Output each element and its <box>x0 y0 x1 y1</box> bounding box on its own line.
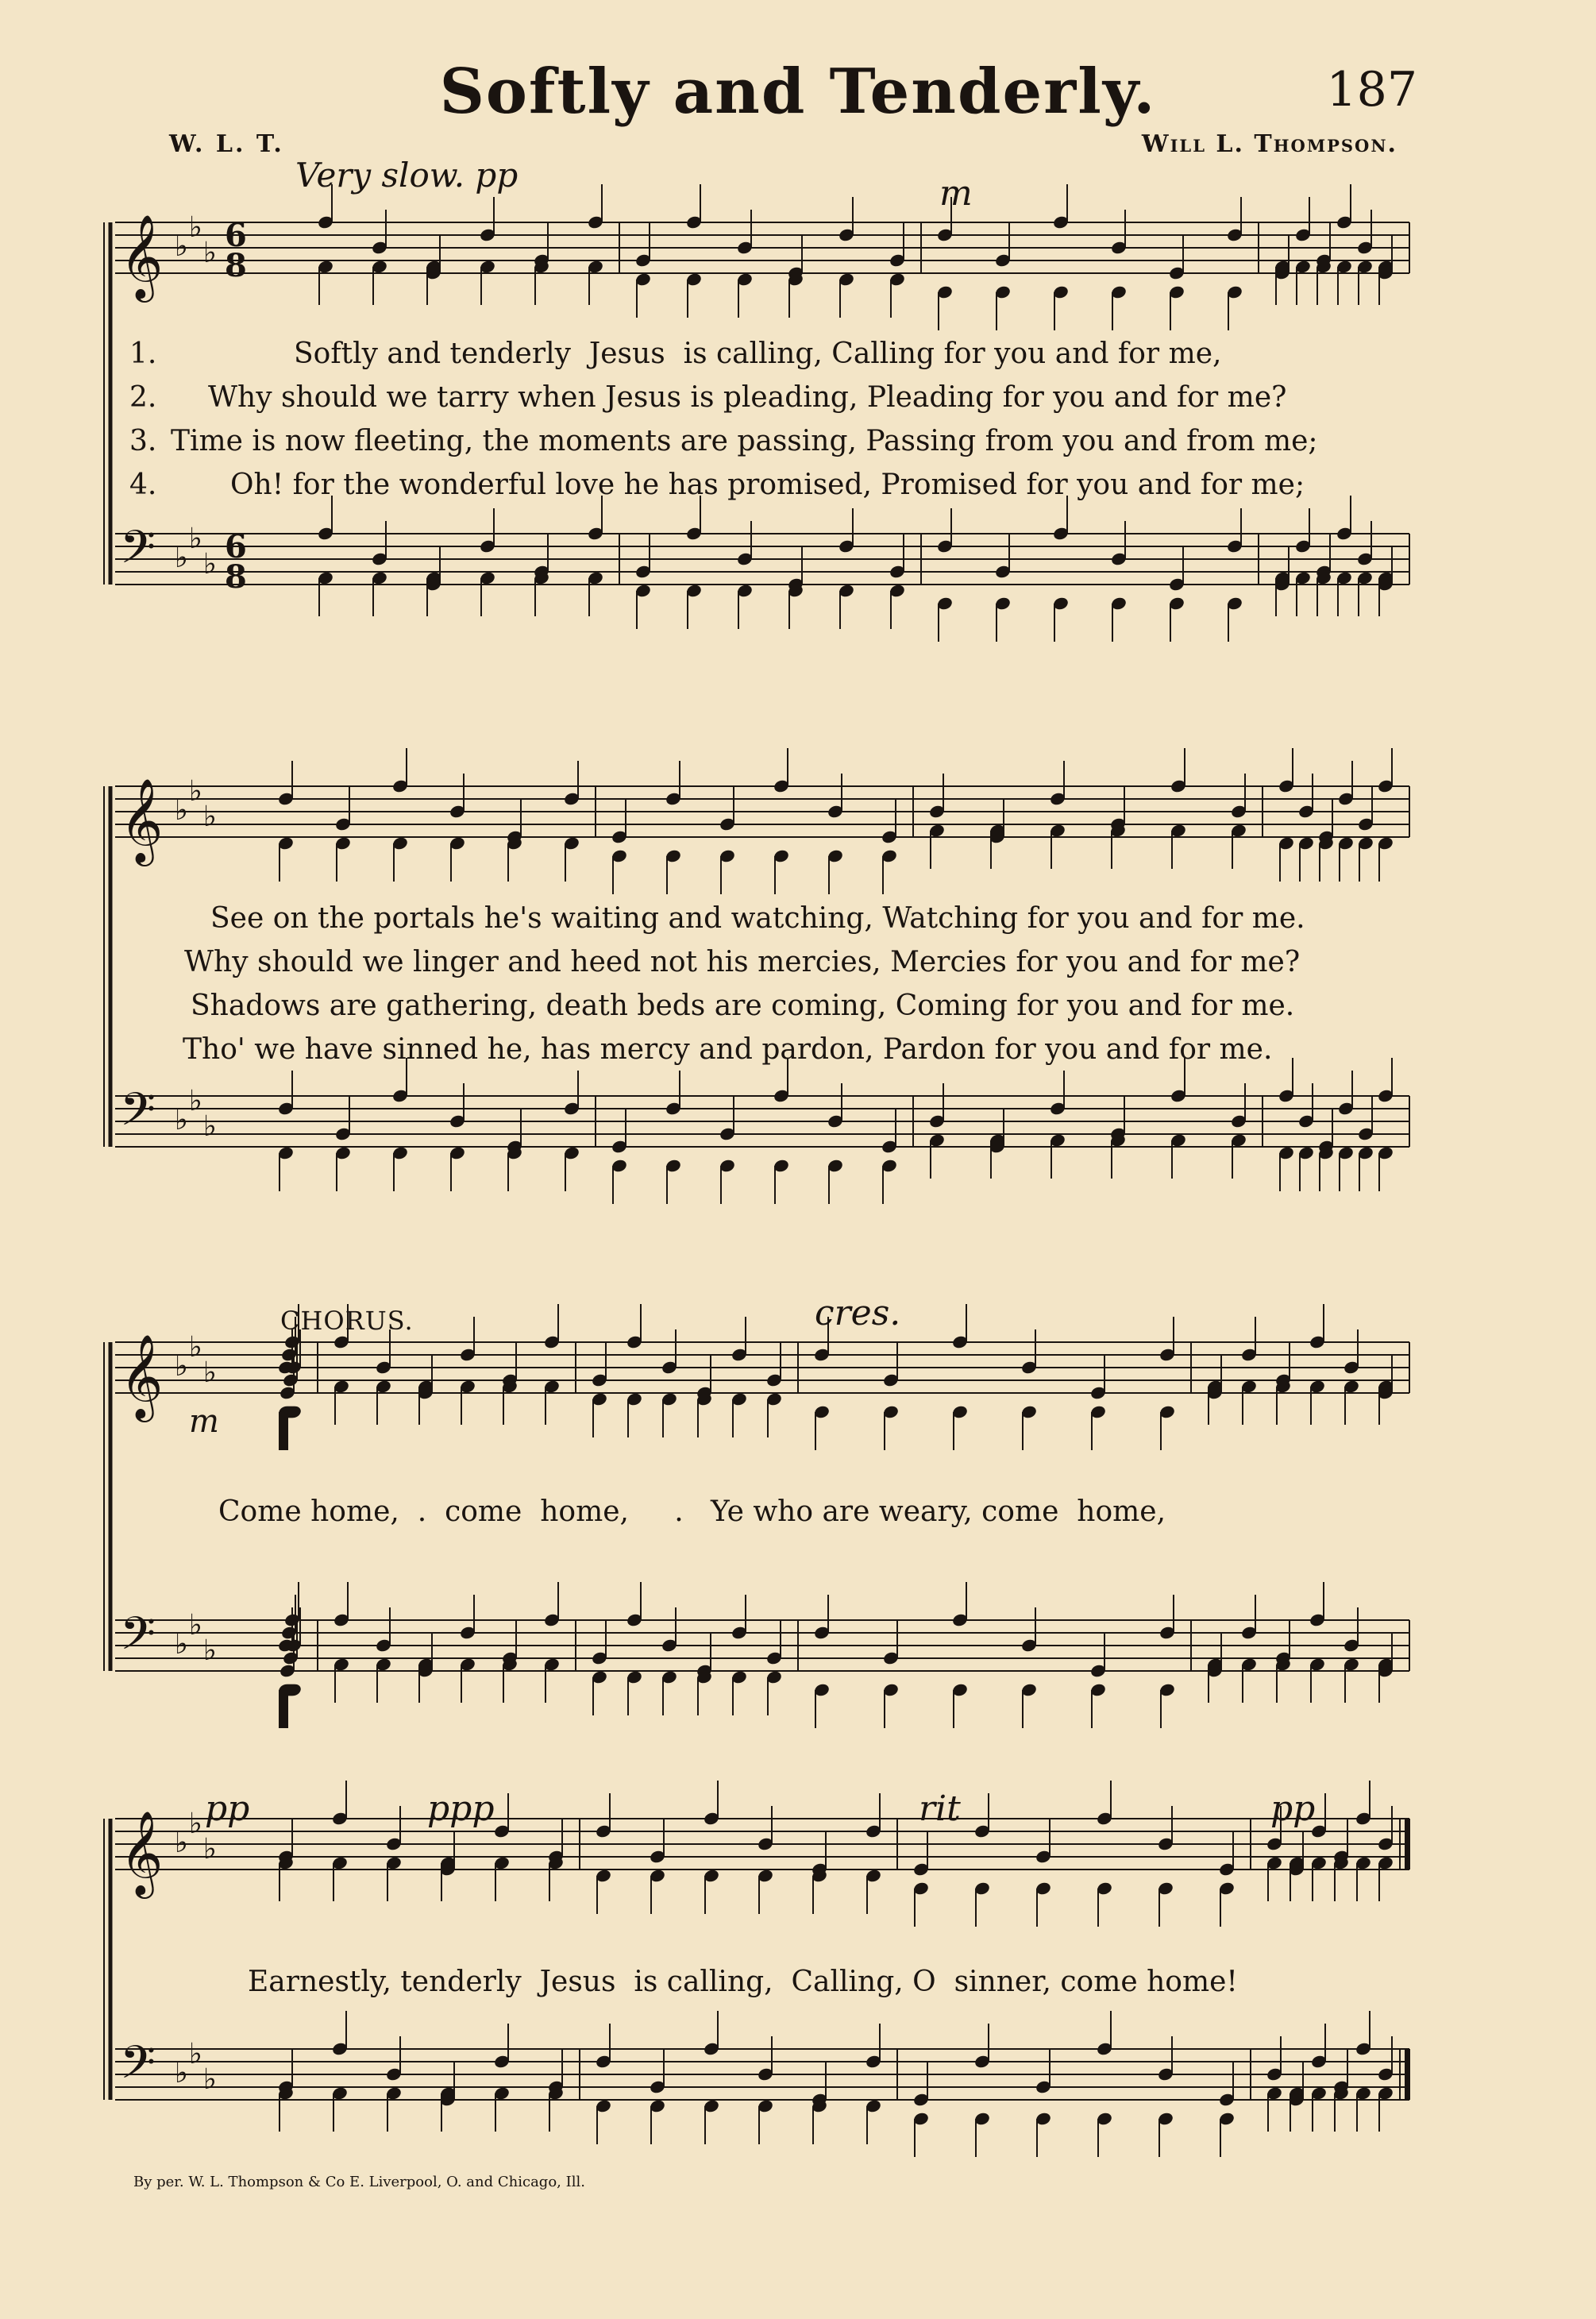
svg-text:♭: ♭ <box>203 1634 217 1667</box>
svg-text:8: 8 <box>225 558 247 596</box>
svg-text:♭: ♭ <box>189 1331 202 1364</box>
verse-2-line-2: Why should we linger and heed not his mercies, Mercies for you and for me? <box>184 946 1301 978</box>
svg-text:♭: ♭ <box>175 794 188 827</box>
svg-text:♭: ♭ <box>175 1350 188 1383</box>
svg-text:♭: ♭ <box>175 542 188 574</box>
chorus-line-2: Earnestly, tenderly Jesus is calling, Calling, O sinner, come home! <box>248 1966 1238 1998</box>
svg-text:♭: ♭ <box>189 523 202 555</box>
svg-text:♭: ♭ <box>189 1085 202 1117</box>
verse-4-line-1: Oh! for the wonderful love he has promised, Promised for you and for me; <box>230 469 1305 501</box>
verse-number-4: 4. <box>129 469 157 501</box>
svg-text:𝄞: 𝄞 <box>120 214 164 299</box>
dynamic-ppp: ppp <box>427 1788 495 1829</box>
svg-text:♭: ♭ <box>175 1827 188 1859</box>
svg-text:𝄞: 𝄞 <box>120 778 164 862</box>
svg-text:𝄢: 𝄢 <box>120 520 156 585</box>
dynamic-m-chorus: m <box>189 1403 219 1440</box>
dynamic-pp-end: pp <box>1270 1788 1316 1829</box>
dynamic-rit: rit <box>919 1788 961 1829</box>
svg-text:♭: ♭ <box>203 2063 217 2096</box>
dynamic-pp: pp <box>205 1788 250 1829</box>
svg-text:6: 6 <box>225 217 247 254</box>
verse-number-2: 2. <box>129 381 157 414</box>
svg-text:𝄢: 𝄢 <box>120 1082 156 1148</box>
dynamic-cres: cres. <box>815 1293 901 1333</box>
svg-text:♭: ♭ <box>175 1628 188 1661</box>
verse-1-line-2: See on the portals he's waiting and watching, Watching for you and for me. <box>210 902 1305 935</box>
verse-1-line-1: Softly and tenderly Jesus is calling, Calling for you and for me, <box>294 338 1222 370</box>
dynamic-m: m <box>939 173 973 214</box>
verse-3-line-2: Shadows are gathering, death beds are coming, Coming for you and for me. <box>191 990 1295 1022</box>
verse-3-line-1: Time is now fleeting, the moments are passing, Passing from you and from me; <box>171 425 1318 457</box>
verse-number-3: 3. <box>129 425 157 457</box>
svg-text:8: 8 <box>225 247 247 284</box>
svg-text:♭: ♭ <box>189 2038 202 2070</box>
lyricist: W. L. T. <box>169 130 284 158</box>
svg-text:♭: ♭ <box>189 1609 202 1642</box>
svg-text:6: 6 <box>225 528 247 565</box>
svg-text:♭: ♭ <box>203 801 217 833</box>
svg-text:♭: ♭ <box>175 1104 188 1136</box>
chorus-line-1: Come home, . come home, . Ye who are weary, come home, <box>218 1495 1166 1528</box>
svg-text:𝄞: 𝄞 <box>120 1810 164 1895</box>
svg-text:𝄢: 𝄢 <box>120 1607 156 1672</box>
hymn-title: Softly and Tenderly. <box>439 56 1157 128</box>
verse-4-line-2: Tho' we have sinned he, has mercy and pardon, Pardon for you and for me. <box>183 1033 1273 1066</box>
svg-text:♭: ♭ <box>189 1808 202 1840</box>
copyright-footer: By per. W. L. Thompson & Co E. Liverpool, O. and Chicago, Ill. <box>133 2174 585 2190</box>
svg-text:♭: ♭ <box>189 775 202 808</box>
verse-2-line-1: Why should we tarry when Jesus is pleading, Pleading for you and for me? <box>208 381 1287 414</box>
svg-text:♭: ♭ <box>175 2057 188 2089</box>
tempo-marking: Very slow. pp <box>295 156 519 195</box>
composer: Will L. Thompson. <box>1141 130 1397 158</box>
svg-text:♭: ♭ <box>203 237 217 269</box>
svg-text:♭: ♭ <box>175 230 188 263</box>
svg-text:♭: ♭ <box>203 1833 217 1866</box>
svg-text:♭: ♭ <box>189 211 202 244</box>
svg-text:♭: ♭ <box>203 548 217 581</box>
svg-text:𝄞: 𝄞 <box>120 1333 164 1418</box>
svg-text:𝄢: 𝄢 <box>120 2035 156 2101</box>
svg-text:♭: ♭ <box>203 1356 217 1389</box>
page-number: 187 <box>1326 62 1417 118</box>
chorus-label: CHORUS. <box>280 1306 414 1336</box>
svg-text:♭: ♭ <box>203 1110 217 1143</box>
verse-number-1: 1. <box>129 338 157 370</box>
